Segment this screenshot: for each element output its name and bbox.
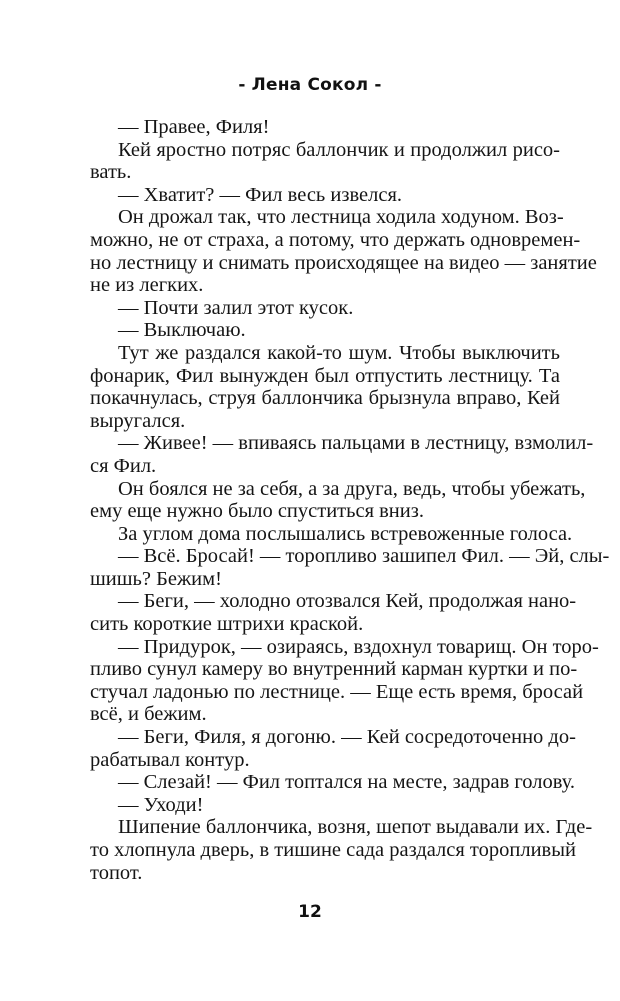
text-line: За углом дома послышались встревоженные голоса. <box>118 522 573 545</box>
text-line: — Придурок, — озираясь, вздохнул товарищ. Он торо- <box>118 635 599 658</box>
text-line: Тут же раздался какой-то шум. Чтобы выключить <box>118 341 560 364</box>
text-line: — Беги, — холодно отозвался Кей, продолжая нано- <box>118 590 577 613</box>
text-line: — Правее, Филя! <box>118 116 270 138</box>
running-header: - Лена Сокол - <box>238 75 382 95</box>
text-line: — Беги, Филя, я догоню. — Кей сосредоточенно до- <box>118 726 576 749</box>
text-line: сить короткие штрихи краской. <box>90 613 364 636</box>
text-line: — Слезай! — Фил топтался на месте, задрав голову. <box>118 771 576 794</box>
page-number: 12 <box>298 902 322 922</box>
text-line: Шипение баллончика, возня, шепот выдавали их. Где- <box>118 816 593 839</box>
text-line: всё, и бежим. <box>90 703 207 726</box>
text-line: выругался. <box>90 409 186 432</box>
body-text <box>90 116 610 884</box>
text-line: ему еще нужно было спуститься вниз. <box>90 500 424 523</box>
text-line: топот. <box>90 861 143 884</box>
text-line: шишь? Бежим! <box>90 567 222 590</box>
text-line: ся Фил. <box>90 454 157 477</box>
text-line: фонарик, Фил вынужден был отпустить лестницу. Та <box>90 364 560 387</box>
text-line: вать. <box>90 161 132 184</box>
text-line: покачнулась, струя баллончика брызнула вправо, Кей <box>90 387 560 410</box>
text-line: пливо сунул камеру во внутренний карман куртки и по- <box>90 658 578 681</box>
text-line: — Почти залил этот кусок. <box>118 296 354 319</box>
text-line: — Живее! — впиваясь пальцами в лестницу, взмолил- <box>118 432 594 455</box>
text-line: Он боялся не за себя, а за друга, ведь, чтобы убежать, <box>118 477 586 500</box>
text-line: — Всё. Бросай! — торопливо зашипел Фил. — Эй, слы- <box>118 545 610 568</box>
text-line: не из легких. <box>90 274 204 297</box>
text-line: Кей яростно потряс баллончик и продолжил рисо- <box>118 138 560 161</box>
text-line: можно, не от страха, а потому, что держать одновремен- <box>90 228 581 251</box>
text-line: Он дрожал так, что лестница ходила ходуном. Воз- <box>118 206 564 229</box>
text-line: — Хватит? — Фил весь извелся. <box>118 183 403 206</box>
text-line: то хлопнула дверь, в тишине сада раздался торопливый <box>90 839 576 861</box>
text-line: рабатывал контур. <box>90 748 250 771</box>
text-line: — Уходи! <box>118 793 204 816</box>
text-line: — Выключаю. <box>118 319 246 342</box>
text-line: стучал ладонью по лестнице. — Еще есть время, бросай <box>90 680 584 703</box>
text-line: но лестницу и снимать происходящее на видео — занятие <box>90 251 597 274</box>
